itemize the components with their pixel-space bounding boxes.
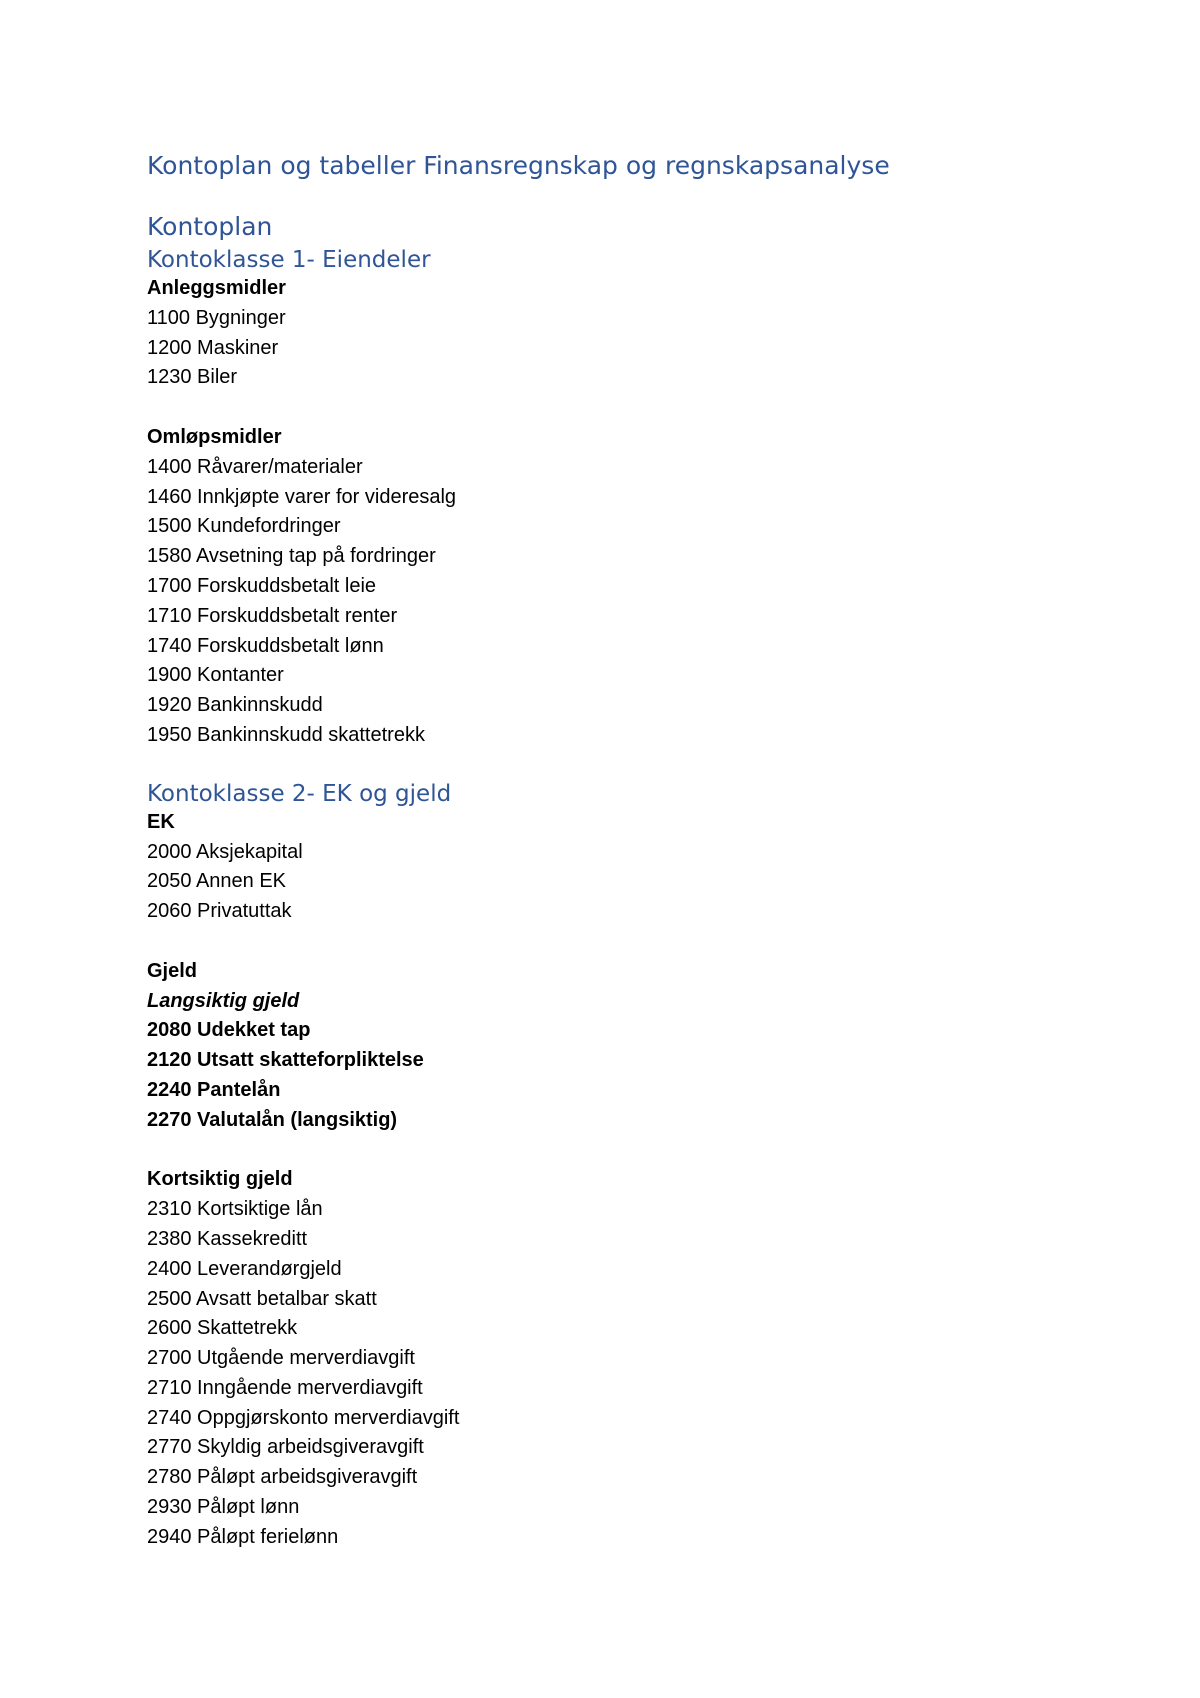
account-line: 2930 Påløpt lønn [147,1496,300,1519]
spacer [147,393,1107,423]
account-line: 2380 Kassekreditt [147,1227,308,1250]
account-line: 2080 Udekket tap [147,1019,311,1042]
document-title: Kontoplan og tabeller Finansregnskap og regnskapsanalyse [147,151,890,180]
account-line: 1710 Forskuddsbetalt renter [147,604,398,627]
subheading-langsiktig-gjeld: Langsiktig gjeld [147,989,300,1012]
account-line: 2060 Privatuttak [147,900,292,923]
subheading-anleggsmidler: Anleggsmidler [147,277,286,299]
account-line: 1230 Biler [147,366,238,389]
account-line: 2710 Inngående merverdiavgift [147,1376,423,1399]
subheading-kortsiktig-gjeld: Kortsiktig gjeld [147,1168,293,1191]
spacer [147,927,1107,957]
account-line: 2000 Aksjekapital [147,840,303,863]
subheading-ek: EK [147,810,175,833]
heading-kontoklasse-2: Kontoklasse 2- EK og gjeld [147,780,452,807]
account-line: 2600 Skattetrekk [147,1317,298,1340]
account-line: 1200 Maskiner [147,336,279,359]
account-line: 2050 Annen EK [147,870,287,893]
account-line: 1100 Bygninger [147,306,286,329]
spacer [147,1136,1107,1166]
account-line: 2770 Skyldig arbeidsgiveravgift [147,1436,424,1459]
account-line: 1400 Råvarer/materialer [147,455,363,478]
account-line: 2120 Utsatt skatteforpliktelse [147,1049,424,1072]
account-line: 2780 Påløpt arbeidsgiveravgift [147,1466,418,1489]
account-line: 1580 Avsetning tap på fordringer [147,545,436,568]
account-line: 1460 Innkjøpte varer for videresalg [147,485,457,508]
account-line: 2700 Utgående merverdiavgift [147,1347,415,1370]
account-line: 1500 Kundefordringer [147,515,341,538]
account-line: 1950 Bankinnskudd skattetrekk [147,723,425,746]
account-line: 2240 Pantelån [147,1078,281,1101]
account-line: 2500 Avsatt betalbar skatt [147,1287,377,1310]
account-line: 1740 Forskuddsbetalt lønn [147,634,384,657]
account-line: 2940 Påløpt ferielønn [147,1525,339,1548]
account-line: 1900 Kontanter [147,664,284,687]
account-line: 2740 Oppgjørskonto merverdiavgift [147,1406,460,1429]
subheading-gjeld: Gjeld [147,959,198,982]
document-content [147,146,1107,1553]
account-line: 1920 Bankinnskudd [147,694,323,717]
section-title-kontoplan: Kontoplan [147,212,273,241]
account-line: 2310 Kortsiktige lån [147,1198,323,1221]
account-line: 2400 Leverandørgjeld [147,1257,342,1280]
heading-kontoklasse-1: Kontoklasse 1- Eiendeler [147,247,431,273]
account-line: 1700 Forskuddsbetalt leie [147,574,377,597]
subheading-omlopsmidler: Omløpsmidler [147,425,282,448]
account-line: 2270 Valutalån (langsiktig) [147,1108,398,1131]
